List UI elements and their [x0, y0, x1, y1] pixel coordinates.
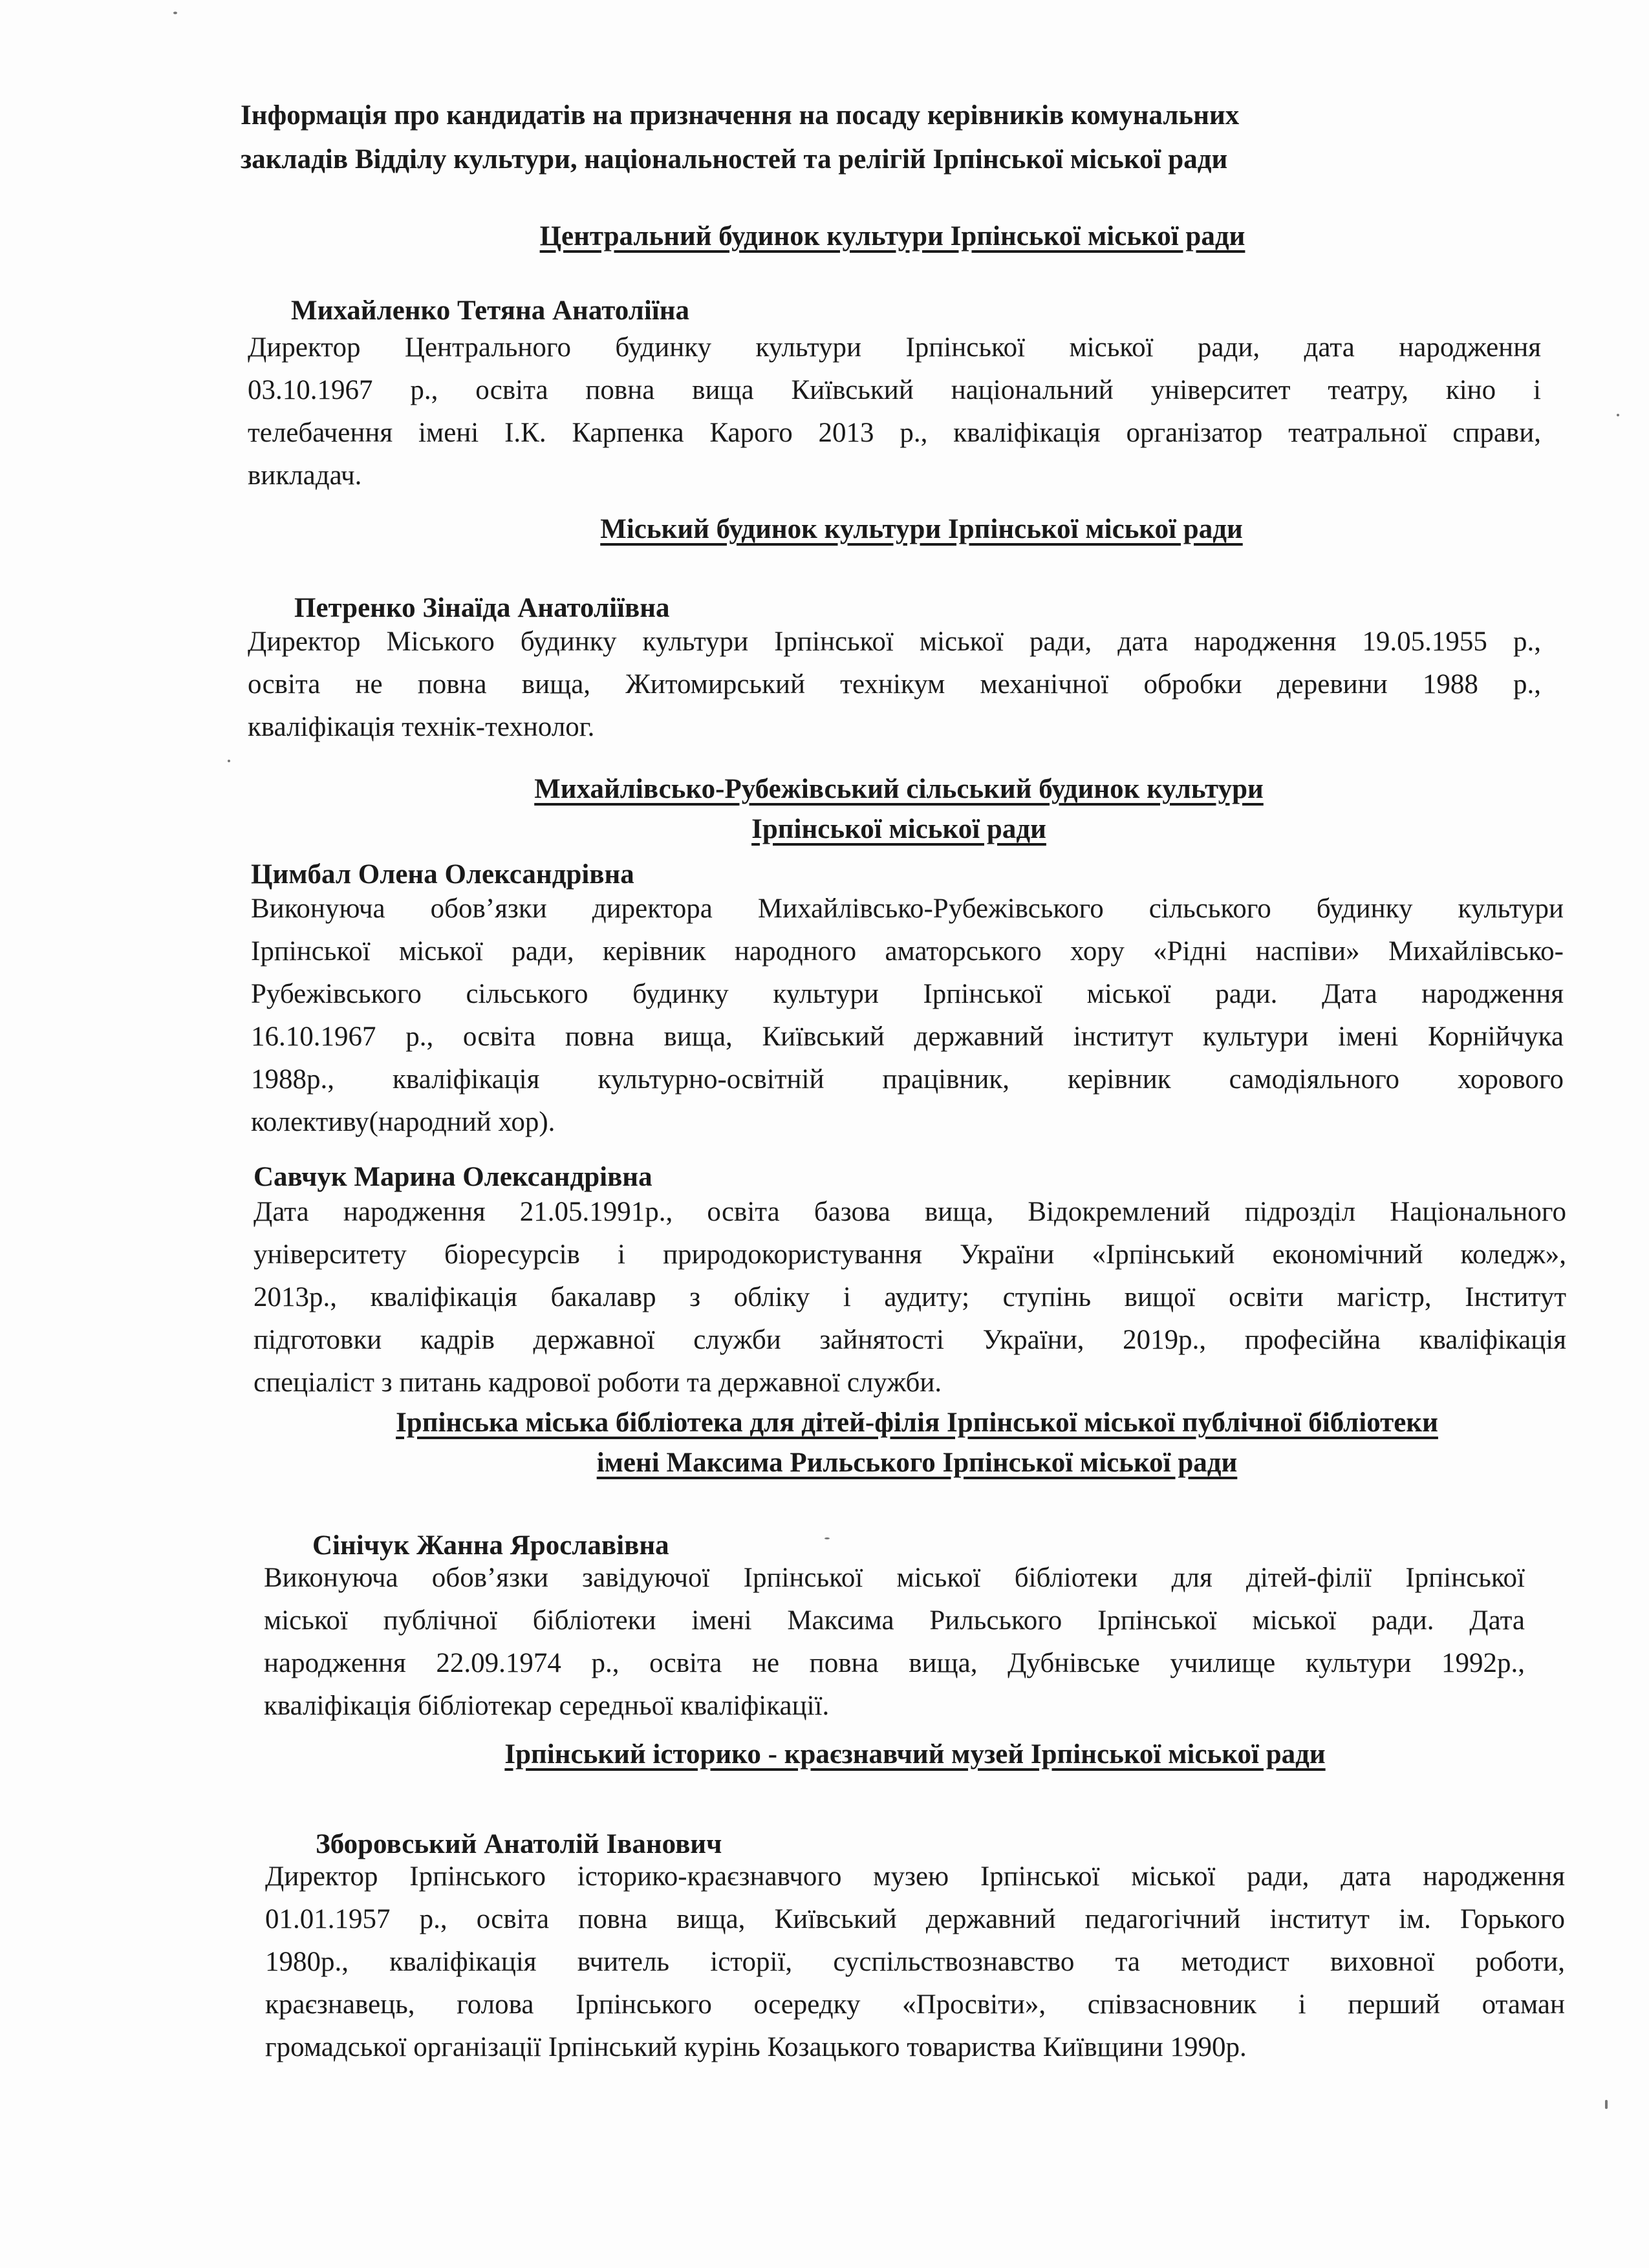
description-line: 2013р., кваліфікація бакалавр з обліку і аудиту; ступінь вищої освіти магістр, Інститут [253, 1282, 1566, 1312]
scan-speck [1605, 2100, 1608, 2109]
description-line: колективу(народний хор). [251, 1107, 555, 1137]
person-description [265, 1856, 1565, 2069]
description-line: 1988р., кваліфікація культурно-освітній працівник, керівник самодіяльного хорового [251, 1064, 1564, 1095]
section-heading-history-museum [430, 1735, 1400, 1775]
description-line: Виконуюча обов’язки директора Михайлівсько-Рубежівського сільського будинку культури [251, 893, 1564, 924]
section-heading-children-library [303, 1403, 1531, 1483]
section-heading-central-culture-house [479, 217, 1306, 257]
person-description [251, 888, 1564, 1144]
description-line: Директор Міського будинку культури Ірпінської міської ради, дата народження 19.05.1955 р., [248, 626, 1541, 657]
section-heading-line: Михайлівсько-Рубежівський сільський будинок культури [534, 774, 1264, 804]
person-name: Цимбал Олена Олександрівна [251, 859, 634, 890]
description-line: 01.01.1957 р., освіта повна вища, Київський державний педагогічний інститут ім. Горького [265, 1904, 1565, 1934]
description-line: викладач. [248, 460, 362, 491]
description-line: Дата народження 21.05.1991р., освіта базова вища, Відокремлений підрозділ Національного [253, 1197, 1566, 1227]
description-line: підготовки кадрів державної служби зайнятості України, 2019р., професійна кваліфікація [253, 1325, 1566, 1355]
scan-speck [824, 1537, 830, 1539]
description-line: громадської організації Ірпінський курінь Козацького товариства Київщини 1990р. [265, 2032, 1247, 2062]
description-line: університету біоресурсів і природокористування України «Ірпінський економічний коледж», [253, 1239, 1566, 1270]
description-line: Директор Центрального будинку культури Ірпінської міської ради, дата народження [248, 332, 1541, 363]
description-line: 03.10.1967 р., освіта повна вища Київський національний університет театру, кіно і [248, 375, 1541, 405]
description-line: народження 22.09.1974 р., освіта не повна вища, Дубнівське училище культури 1992р., [264, 1648, 1525, 1678]
person-name: Зборовський Анатолій Іванович [316, 1829, 722, 1859]
description-line: телебачення імені І.К. Карпенка Карого 2013 р., кваліфікація організатор театральної справи, [248, 418, 1541, 448]
person-name: Сінічук Жанна Ярославівна [312, 1530, 669, 1561]
section-heading-line: імені Максима Рильського Ірпінської міської ради [596, 1448, 1238, 1478]
scan-speck [173, 12, 177, 14]
description-line: спеціаліст з питань кадрової роботи та державної служби. [253, 1367, 942, 1398]
person-description [248, 621, 1541, 749]
description-line: Рубежівського сільського будинку культури Ірпінської міської ради. Дата народження [251, 979, 1564, 1009]
section-heading-line: Центральний будинок культури Ірпінської міської ради [539, 221, 1245, 251]
person-name: Савчук Марина Олександрівна [253, 1162, 652, 1192]
section-heading-line: Міський будинок культури Ірпінської міської ради [600, 514, 1243, 544]
description-line: Ірпінської міської ради, керівник народного аматорського хору «Рідні наспіви» Михайлівсько- [251, 936, 1564, 967]
person-description [264, 1557, 1525, 1728]
section-heading-line: Ірпінський історико - краєзнавчий музей Ірпінської міської ради [504, 1739, 1326, 1770]
description-line: освіта не повна вища, Житомирський технікум механічної обробки деревини 1988 р., [248, 669, 1541, 700]
person-name: Петренко Зінаїда Анатоліївна [294, 593, 670, 623]
person-description [253, 1191, 1566, 1404]
section-heading-city-culture-house [540, 509, 1303, 550]
description-line: 1980р., кваліфікація вчитель історії, суспільствознавство та методист виховної роботи, [265, 1947, 1565, 1977]
description-line: Виконуюча обов’язки завідуючої Ірпінської міської бібліотеки для дітей-філії Ірпінської [264, 1563, 1525, 1593]
section-heading-line: Ірпінська міська бібліотека для дітей-філія Ірпінської міської публічної бібліотеки [396, 1407, 1438, 1438]
document-title-line: закладів Відділу культури, національностей та релігій Ірпінської міської ради [241, 144, 1228, 175]
description-line: краєзнавець, голова Ірпінського осередку «Просвіти», співзасновник і перший отаман [265, 1989, 1565, 2020]
description-line: кваліфікація бібліотекар середньої кваліфікації. [264, 1691, 830, 1721]
section-heading-mykhailivsko-rubezhivskyi [466, 769, 1332, 850]
section-heading-line: Ірпінської міської ради [751, 814, 1046, 844]
document-title-line: Інформація про кандидатів на призначення на посаду керівників комунальних [241, 100, 1240, 131]
document-title [241, 94, 1469, 182]
scan-speck [228, 760, 230, 762]
person-description [248, 326, 1541, 497]
description-line: Директор Ірпінського історико-краєзнавчого музею Ірпінської міської ради, дата народження [265, 1861, 1565, 1892]
description-line: міської публічної бібліотеки імені Максима Рильського Ірпінської міської ради. Дата [264, 1605, 1525, 1636]
description-line: кваліфікація технік-технолог. [248, 712, 595, 742]
person-name: Михайленко Тетяна Анатоліїна [291, 295, 689, 326]
description-line: 16.10.1967 р., освіта повна вища, Київський державний інститут культури імені Корнійчука [251, 1022, 1564, 1052]
scan-speck [1617, 414, 1619, 416]
